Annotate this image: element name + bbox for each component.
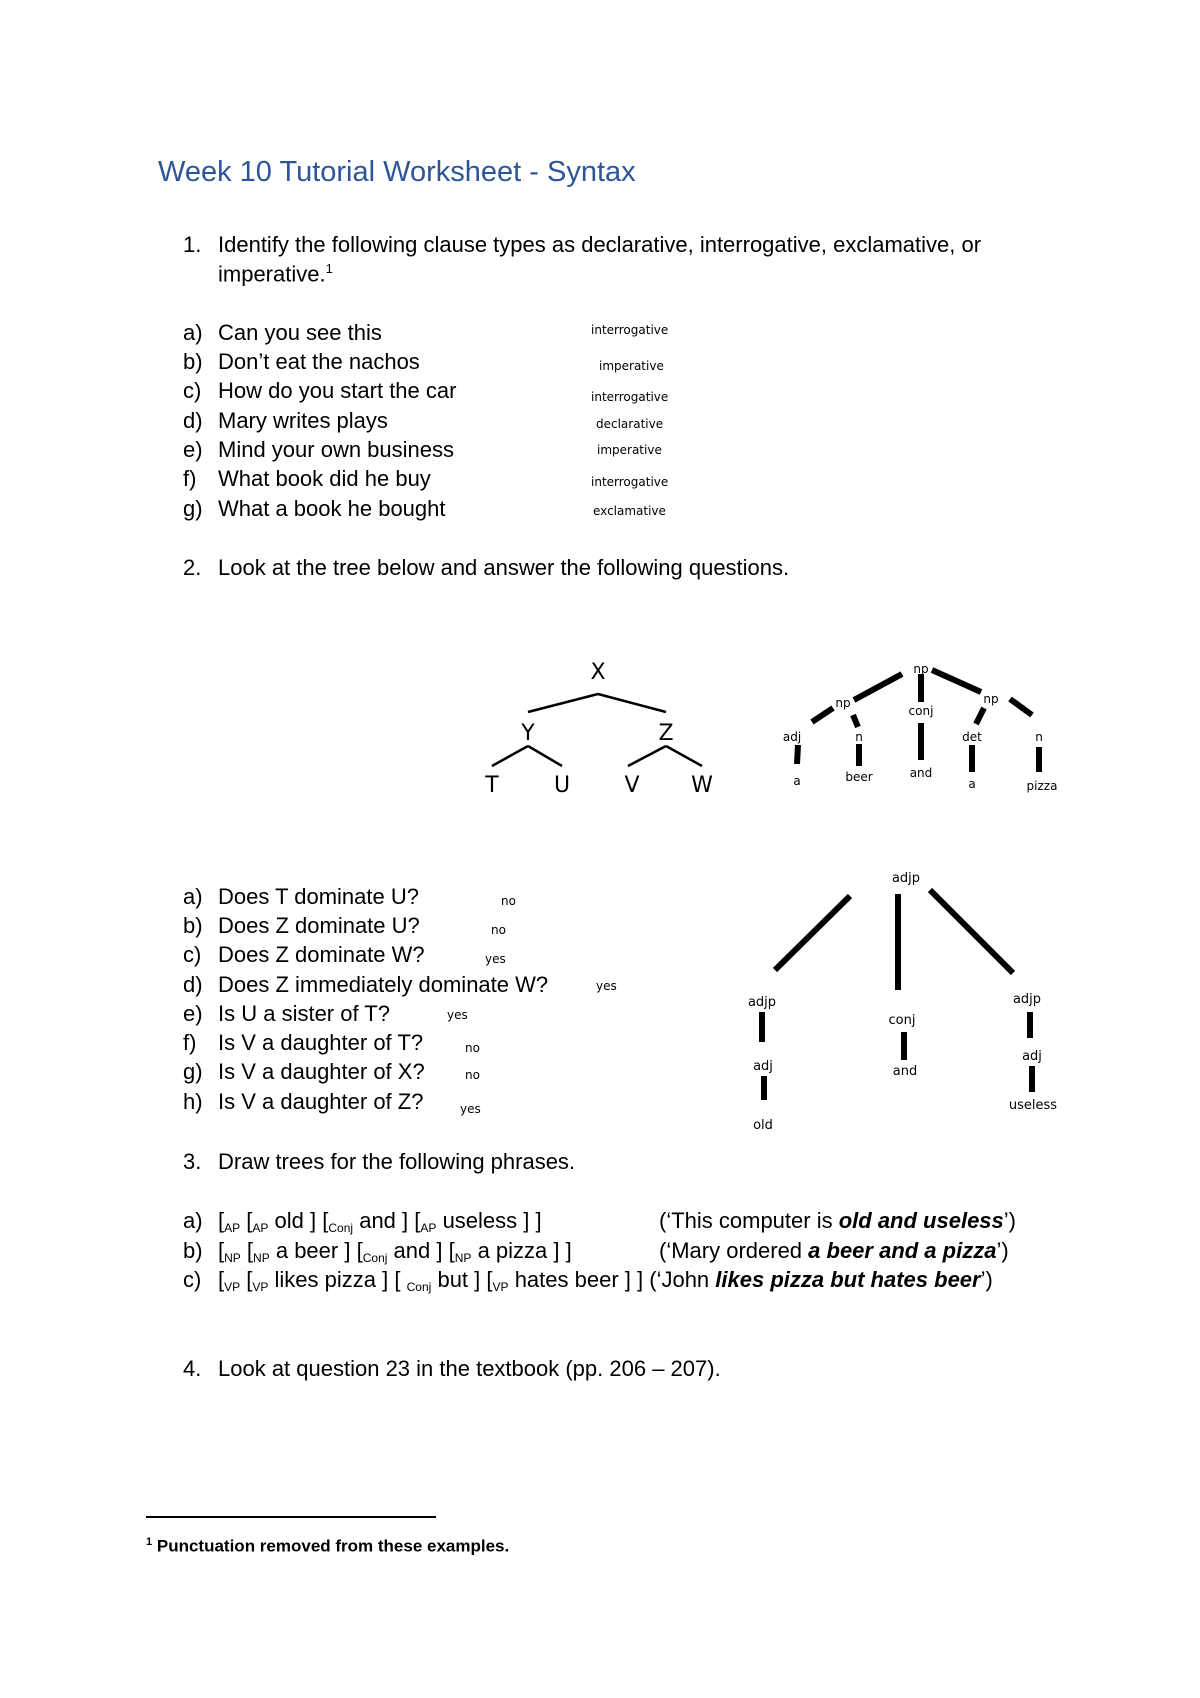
tree-node: V [624,773,640,798]
q2-answer: yes [485,952,506,966]
tree-node: adj [1022,1049,1042,1064]
q2-item-text: Is U a sister of T? [218,1001,390,1026]
q3-number: 3. [183,1149,202,1174]
tree-node: adj [753,1059,773,1074]
q1-item-label: a) [183,320,203,345]
tree-node: np [983,692,999,706]
q2-answer: yes [447,1008,468,1022]
q2-answer: no [465,1041,480,1055]
q2-answer: yes [596,979,617,993]
q2-item-label: g) [183,1059,203,1084]
q1-answer: imperative [599,359,664,373]
q3-gloss-b: (‘Mary ordered a beer and a pizza’) [659,1238,1009,1263]
q1-text-line2: imperative.$^1$ [218,261,333,287]
tree-leaf: a [968,777,976,791]
q2-item-text: Is V a daughter of Z? [218,1089,424,1114]
tree-node: n [855,730,863,744]
q1-item-text: Don’t eat the nachos [218,349,420,374]
q2-item-label: f) [183,1030,197,1055]
q3-item-label: b) [183,1238,203,1263]
q2-item-label: d) [183,972,203,997]
tree-np [770,660,1070,830]
q1-item-text: Mind your own business [218,437,455,462]
tree-node: np [913,662,929,676]
tree-leaf: and [909,766,933,780]
q1-item-text: Can you see this [218,320,382,345]
q2-answer: no [501,894,516,908]
q2-number: 2. [183,555,202,580]
q1-answer: exclamative [593,504,666,518]
q2-answer: yes [460,1102,481,1116]
q1-answer: interrogative [591,475,669,489]
q2-answer: no [465,1068,480,1082]
q2-item-label: a) [183,884,203,909]
tree-leaf: beer [845,770,873,784]
tree-node: adjp [891,871,921,886]
q1-item-label: g) [183,496,203,521]
q1-item-label: e) [183,437,203,462]
tree-node: U [553,773,571,798]
q1-item-text: What a book he bought [218,496,446,521]
tree-node: np [835,696,851,710]
q2-item-label: c) [183,942,202,967]
tree-leaf: old [753,1118,773,1133]
q1-answer: declarative [596,417,664,431]
tree-node: adjp [747,995,777,1010]
q3-bracket-b: [$_{NP}$ [$_{NP}$ a beer ] [$_{Conj}$ and ] [$_{NP}$ a pizza ] ] [218,1238,572,1265]
tree-leaf: useless [1008,1098,1058,1113]
q2-item-text: Does Z dominate U? [218,913,420,938]
tree-node: W [691,773,713,798]
tree-node: Z [658,721,674,746]
q3-text: Draw trees for the following phrases. [218,1149,576,1174]
tree-node: X [590,660,606,685]
q1-item-label: f) [183,466,197,491]
q1-item-text: What book did he buy [218,466,431,491]
q3-gloss-a: (‘This computer is old and useless’) [659,1208,1016,1233]
tree-node: adj [782,730,802,744]
q3-item-label: a) [183,1208,203,1233]
tree-node: conj [908,704,934,718]
footnote-rule [146,1516,436,1518]
tree-node: adjp [1012,992,1042,1007]
q1-item-label: d) [183,408,203,433]
footnote-ref: 1 [325,261,333,276]
tree-node: T [485,773,499,798]
q2-item-text: Is V a daughter of X? [218,1059,425,1084]
q2-item-label: e) [183,1001,203,1026]
q1-item-label: b) [183,349,203,374]
tree-node: conj [888,1013,916,1028]
tree-adjp [735,860,1075,1140]
q4-text: Look at question 23 in the textbook (pp. 206 – 207). [218,1356,721,1381]
tree-leaf: and [892,1064,918,1079]
q2-item-text: Does T dominate U? [218,884,419,909]
q1-number: 1. [183,232,202,257]
q3-bracket-c: [$_{VP}$ [$_{VP}$ likes pizza ] [ $_{Conj}$ but ] [$_{VP}$ hates beer ] ] (‘John likes pizza but hates beer’) [218,1267,993,1294]
footnote: $^1$ Punctuation removed from these examples. [146,1536,510,1556]
q4-number: 4. [183,1356,202,1381]
q2-item-text: Does Z dominate W? [218,942,425,967]
q1-text-line1: Identify the following clause types as declarative, interrogative, exclamative, or [218,232,982,257]
tree-xyz [470,650,730,800]
q2-item-text: Is V a daughter of T? [218,1030,424,1055]
q1-answer: imperative [597,443,662,457]
q1-item-label: c) [183,378,202,403]
q1-item-text: How do you start the car [218,378,457,403]
tree-node: Y [521,721,535,746]
page-title: Week 10 Tutorial Worksheet - Syntax [158,156,636,188]
q3-bracket-a: [$_{AP}$ [$_{AP}$ old ] [$_{Conj}$ and ] [$_{AP}$ useless ] ] [218,1208,542,1235]
tree-leaf: pizza [1026,779,1058,793]
q2-answer: no [491,923,506,937]
q2-text: Look at the tree below and answer the following questions. [218,555,790,580]
q2-item-label: h) [183,1089,203,1114]
q1-answer: interrogative [591,390,669,404]
tree-leaf: a [793,774,801,788]
q1-answer: interrogative [591,323,669,337]
tree-node: det [962,730,982,744]
q2-item-label: b) [183,913,203,938]
tree-node: n [1035,730,1043,744]
q1-item-text: Mary writes plays [218,408,388,433]
q3-item-label: c) [183,1267,202,1292]
q2-item-text: Does Z immediately dominate W? [218,972,549,997]
